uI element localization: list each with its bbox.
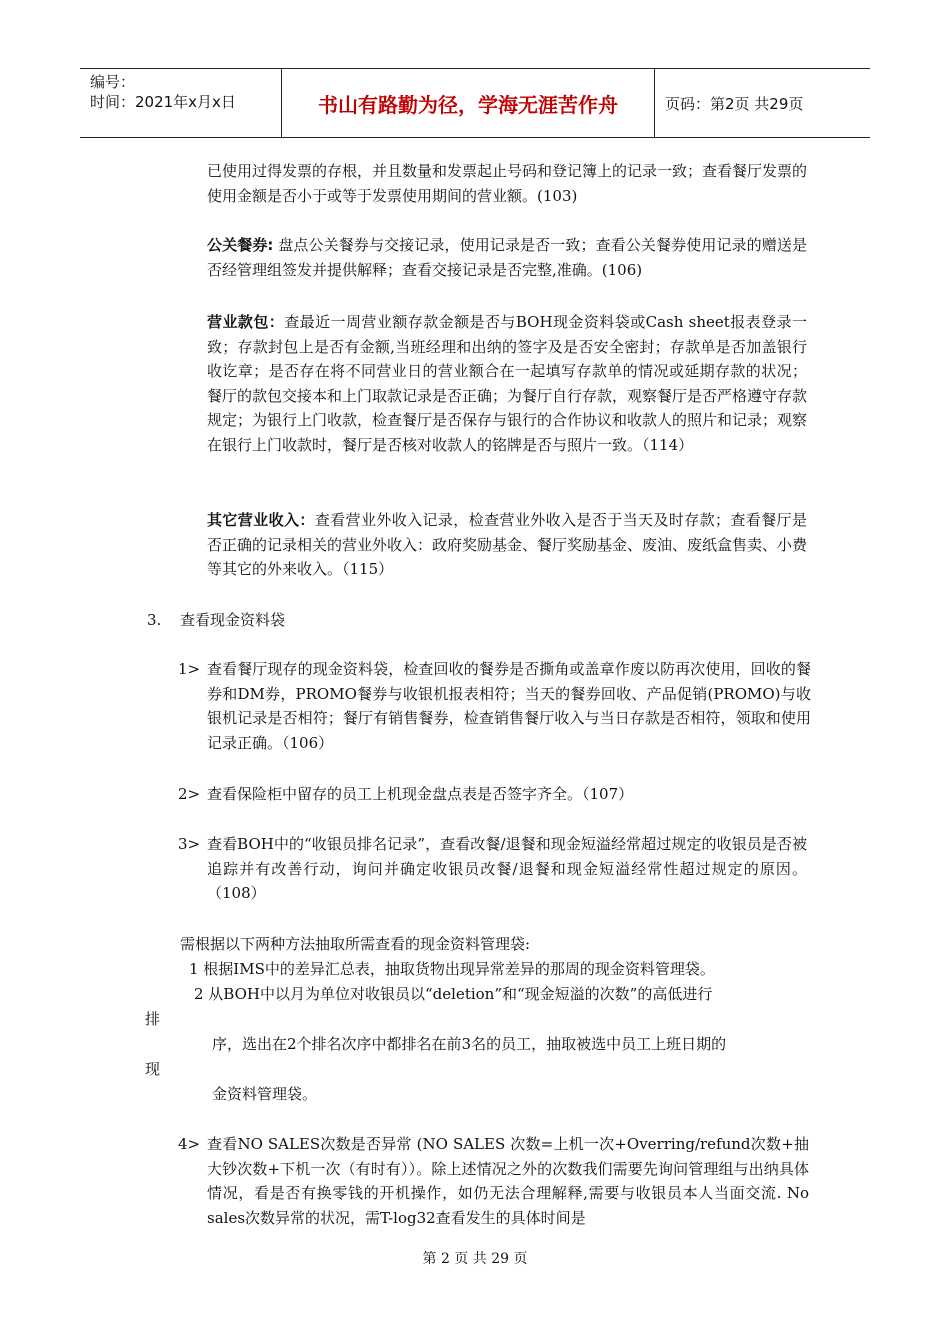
list-item: 查看NO SALES次数是否异常 (NO SALES 次数=上机一次+Overring/refund次数+抽大钞次数+下机一次（有时有））。除上述情况之外的次数我们需要先询问管理组与出纳具体情况，看是否有换零钱的开机操作，如仍无法合理解释,需要与收银员本人当面交流. No sales次数异常的状况，需T-log32查看发生的具体时间是 (207, 1135, 809, 1227)
list-item: 查看BOH中的“收银员排名记录”，查看改餐/退餐和现金短溢经常超过规定的收银员是否被追踪并有改善行动，询问并确定收银员改餐/退餐和现金短溢经常性超过规定的原因。（108） (207, 835, 807, 902)
method-line: 序，选出在2个排名次序中都排名在前3名的员工，抽取被选中员工上班日期的 (212, 1035, 727, 1053)
item-number: 3> (178, 835, 201, 853)
paragraph-pr-vouchers: 公关餐券: 盘点公关餐券与交接记录，使用记录是否一致；查看公关餐券使用记录的赠送是否经管理组签发并提供解释；查看交接记录是否完整,准确。(106) (207, 236, 807, 279)
section-number: 3. (147, 611, 162, 629)
method-line-wrap: 现 (145, 1060, 161, 1078)
paragraph-other-income: 其它营业收入：查看营业外收入记录，检查营业外收入是否于当天及时存款；查看餐厅是否正确的记录相关的营业外收入：政府奖励基金、餐厅奖励基金、废油、废纸盒售卖、小费等其它的外来收入。（115） (207, 511, 808, 578)
paragraph-deposit-bag: 营业款包：查最近一周营业额存款金额是否与BOH现金资料袋或Cash sheet报表登录一致；存款封包上是否有金额,当班经理和出纳的签字及是否安全密封；存款单是否加盖银行收讫章；是否存在将不同营业日的营业额合在一起填写存款单的情况或延期存款的状况； 餐厅的款包交接本和上门取款记录是否正确；为餐厅自行存款，观察餐厅是否严格遵守存款规定；为银行上门收款，检查餐厅是否保存与银行的合作协议和收款人的照片和记录；观察在银行上门收款时，餐厅是否核对收款人的铭牌是否与照片一致。（114） (207, 313, 808, 454)
page-footer: 第 2 页 共 29 页 (422, 1251, 528, 1267)
paragraph-invoice: 已使用过得发票的存根，并且数量和发票起止号码和登记簿上的记录一致；查看餐厅发票的使用金额是否小于或等于发票使用期间的营业额。(103) (207, 162, 808, 205)
item-number: 4> (178, 1135, 201, 1153)
section-title: 其它营业收入： (207, 511, 315, 529)
section-title: 营业款包： (207, 313, 285, 331)
date-label: 时间：2021年x月x日 (90, 93, 236, 111)
item-number: 2> (178, 785, 201, 803)
method-line: 金资料管理袋。 (212, 1085, 318, 1103)
section-heading: 查看现金资料袋 (180, 611, 286, 629)
code-label: 编号： (90, 73, 136, 91)
method-line-wrap: 排 (145, 1010, 161, 1028)
list-item: 查看餐厅现存的现金资料袋，检查回收的餐券是否撕角或盖章作废以防再次使用，回收的餐券和DM券，PROMO餐券与收银机报表相符；当天的餐券回收、产品促销(PROMO)与收银机记录是否相符；餐厅有销售餐券，检查销售餐厅收入与当日存款是否相符，领取和使用记录正确。（106） (207, 660, 811, 752)
header-motto: 书山有路勤为径，学海无涯苦作舟 (282, 69, 655, 137)
section-title: 公关餐券: (207, 236, 274, 254)
header-page-number: 页码：第2页 共29页 (665, 94, 804, 113)
list-item: 查看保险柜中留存的员工上机现金盘点表是否签字齐全。（107） (207, 785, 634, 803)
method-line: 2 从BOH中以月为单位对收银员以“deletion”和“现金短溢的次数”的高低进行 (194, 985, 713, 1003)
method-intro: 需根据以下两种方法抽取所需查看的现金资料管理袋: (180, 935, 531, 953)
method-line: 1 根据IMS中的差异汇总表，抽取货物出现异常差异的那周的现金资料管理袋。 (189, 960, 715, 978)
page-header (80, 68, 870, 138)
item-number: 1> (178, 660, 201, 678)
header-info (80, 69, 282, 137)
